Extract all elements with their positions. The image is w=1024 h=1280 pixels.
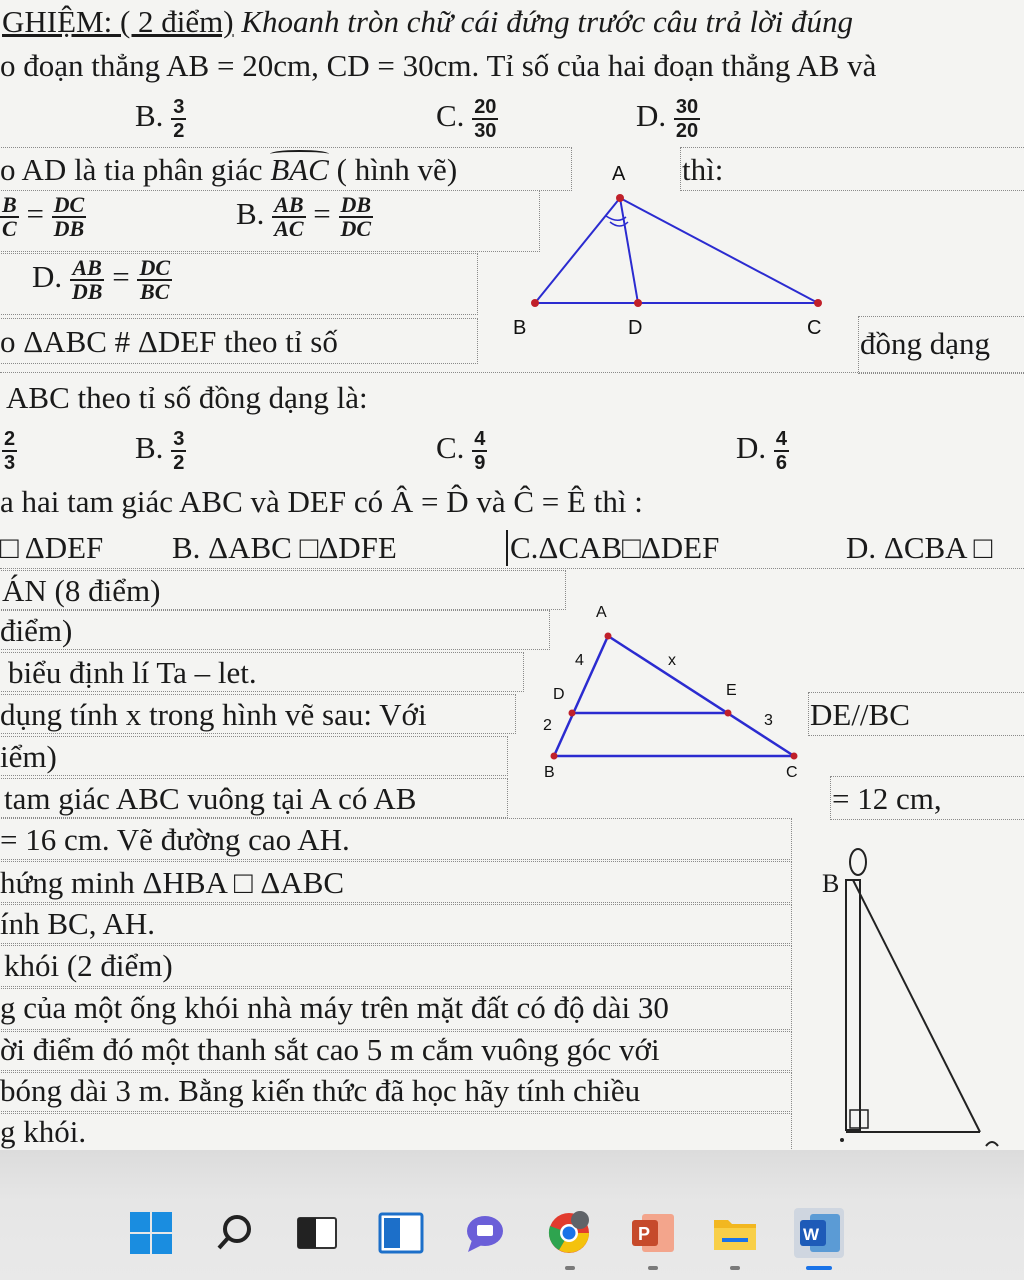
b3-l4-box <box>0 1113 792 1150</box>
q2-hint: ( hình vẽ) <box>336 152 458 187</box>
fig2-label-d: D <box>553 686 565 703</box>
word-icon[interactable] <box>794 1208 844 1258</box>
powerpoint-icon[interactable] <box>628 1208 678 1258</box>
fraction-numerator: 3 <box>173 428 185 450</box>
section1-heading <box>2 4 853 40</box>
figure-chimney <box>820 840 1020 1150</box>
q2-b-frac1 <box>272 194 305 240</box>
figure-bisector-triangle <box>500 150 850 350</box>
fraction-denominator: AC <box>274 216 304 241</box>
q3-b-fraction <box>171 428 186 474</box>
fig2-label-e: E <box>726 682 737 699</box>
fraction-numerator: 20 <box>474 96 497 118</box>
fig2-label-x: x <box>668 652 676 669</box>
fraction-denominator: 6 <box>775 452 788 474</box>
q3-a-fraction <box>2 428 17 474</box>
q1-option-c <box>436 96 498 142</box>
fraction-denominator: DB <box>53 216 85 241</box>
b3-heading: khói (2 điểm) <box>4 948 173 983</box>
fraction-denominator: 2 <box>173 452 185 474</box>
q3-option-b-label: B. <box>135 430 164 466</box>
b1-a: biểu định lí Ta – let. <box>8 655 257 690</box>
divider <box>0 372 1024 373</box>
divider <box>0 568 1024 569</box>
teams-chat-icon[interactable] <box>460 1208 510 1258</box>
fraction-denominator: DC <box>340 216 372 241</box>
q3-c-fraction <box>472 428 487 474</box>
b2-right: = 12 cm, <box>832 781 942 816</box>
fig2-label-db: 2 <box>543 717 552 734</box>
figure-parallel-triangle <box>530 600 830 770</box>
q2-b-frac2 <box>339 194 374 240</box>
q1-option-b-label: B. <box>135 98 164 134</box>
q2-angle-name: BAC <box>270 152 329 187</box>
fraction-numerator: DC <box>53 192 85 217</box>
fraction-numerator: DC <box>139 255 170 280</box>
q3-option-d <box>736 428 789 474</box>
b2-text2: = 16 cm. Vẽ đường cao AH. <box>0 822 350 857</box>
q2-option-d <box>32 257 172 303</box>
b2-box <box>0 736 508 776</box>
fraction-numerator: DB <box>340 192 372 217</box>
svg-text:W: W <box>803 1225 820 1244</box>
q4-option-b: B. ΔABC □ΔDFE <box>172 530 397 565</box>
angle-hat <box>270 150 329 158</box>
q3-option-d-label: D. <box>736 430 767 466</box>
q2-d-frac1 <box>70 257 105 303</box>
fraction-denominator: 9 <box>474 452 486 474</box>
fraction-denominator: 3 <box>4 452 16 474</box>
b1-heading: điểm) <box>0 613 73 648</box>
q4-option-d: D. ΔCBA □ <box>846 530 993 565</box>
q1-option-b-fraction <box>171 96 186 142</box>
fig3-label-b: B <box>822 869 840 898</box>
q2-option-d-label: D. <box>32 259 63 295</box>
q3-right: đồng dạng <box>860 326 991 361</box>
q4-text: a hai tam giác ABC và DEF có Â = D̂ và Ĉ = Ê thì : <box>0 484 643 519</box>
q2-a-frac1 <box>0 194 19 240</box>
q3-d-fraction <box>774 428 789 474</box>
fig2-label-b: B <box>544 764 555 781</box>
q2-stem: o AD là tia phân giác <box>0 152 263 187</box>
fraction-denominator: 2 <box>173 120 185 142</box>
fraction-denominator: 20 <box>675 120 699 142</box>
q2-option-a <box>0 194 86 240</box>
chrome-icon[interactable] <box>544 1208 594 1258</box>
b2-text: tam giác ABC vuông tại A có AB <box>4 781 417 816</box>
file-explorer-icon[interactable] <box>710 1208 760 1258</box>
b3-line4: g khói. <box>0 1114 87 1149</box>
b1-box <box>0 610 550 650</box>
q1-option-d-fraction <box>674 96 700 142</box>
q1-option-b <box>135 96 186 142</box>
q2-then: thì: <box>682 152 724 187</box>
q3-option-a <box>2 428 17 474</box>
word-active-indicator <box>806 1266 832 1270</box>
fraction-numerator: 30 <box>675 96 699 118</box>
fig1-label-d: D <box>628 317 643 339</box>
q1-option-d-label: D. <box>636 98 667 134</box>
b3-line3: bóng dài 3 m. Bằng kiến thức đã học hãy tính chiều <box>0 1073 641 1108</box>
q2-option-b-label: B. <box>236 196 265 232</box>
fraction-denominator: DB <box>71 279 103 304</box>
q2-a-frac2 <box>52 194 87 240</box>
b2-heading: iểm) <box>0 739 57 774</box>
fig2-label-a: A <box>596 604 607 621</box>
b2-a: hứng minh ΔHBA □ ΔABC <box>0 865 345 900</box>
equals-sign: = <box>26 196 44 232</box>
b2-b: ính BC, AH. <box>0 906 156 941</box>
equals-sign: = <box>313 196 331 232</box>
q2-angle <box>270 152 329 188</box>
fraction-numerator: 2 <box>4 428 16 450</box>
terminal-icon[interactable] <box>292 1208 342 1258</box>
b3-line1: g của một ống khói nhà máy trên mặt đất có độ dài 30 <box>0 990 669 1025</box>
search-icon[interactable] <box>210 1208 260 1258</box>
q1-option-c-fraction <box>472 96 498 142</box>
fig1-label-a: A <box>612 163 626 185</box>
fig2-label-ad: 4 <box>575 652 584 669</box>
q2-text <box>0 152 457 188</box>
q2-option-b <box>236 194 373 240</box>
fraction-numerator: AB <box>274 192 304 217</box>
powerpoint-running-indicator <box>648 1266 658 1270</box>
fraction-numerator: 3 <box>173 96 185 118</box>
q1-text: o đoạn thẳng AB = 20cm, CD = 30cm. Tỉ số của hai đoạn thẳng AB và <box>0 48 877 83</box>
fraction-denominator: C <box>2 216 17 241</box>
fraction-numerator: 4 <box>775 428 788 450</box>
section1-instruction: Khoanh tròn chữ cái đứng trước câu trả lời đúng <box>241 4 853 39</box>
b1-b-right: DE//BC <box>810 697 910 732</box>
windows-start-icon[interactable] <box>126 1208 176 1258</box>
chrome-running-indicator <box>565 1266 575 1270</box>
fig2-label-c: C <box>786 764 798 781</box>
svg-text:P: P <box>638 1224 651 1244</box>
fraction-denominator: 30 <box>474 120 497 142</box>
q4-option-c: C.ΔCAB□ΔDEF <box>506 530 719 566</box>
section1-title: GHIỆM: ( 2 điểm) <box>2 4 234 39</box>
q1-option-c-label: C. <box>436 98 465 134</box>
q3-text: o ΔABC # ΔDEF theo tỉ số <box>0 324 338 359</box>
q3-line2: ABC theo tỉ số đồng dạng là: <box>6 380 368 415</box>
b1-b: dụng tính x trong hình vẽ sau: Với <box>0 697 427 732</box>
fig1-label-b: B <box>513 317 527 339</box>
widgets-icon[interactable] <box>376 1208 426 1258</box>
fraction-numerator: B <box>2 192 17 217</box>
q3-option-c <box>436 428 487 474</box>
part2-title: ÁN (8 điểm) <box>2 573 161 608</box>
fraction-numerator: AB <box>70 257 105 281</box>
q3-option-c-label: C. <box>436 430 465 466</box>
q4-option-a: □ ΔDEF <box>0 530 104 565</box>
explorer-running-indicator <box>730 1266 740 1270</box>
fraction-numerator: 4 <box>474 428 486 450</box>
fraction-denominator: BC <box>140 279 170 304</box>
q2-d-frac2 <box>137 257 172 303</box>
equals-sign: = <box>112 259 130 295</box>
q3-option-b <box>135 428 186 474</box>
fig2-label-ec: 3 <box>764 712 773 729</box>
q1-option-d <box>636 96 700 142</box>
fig1-label-c: C <box>807 317 822 339</box>
b3-line2: ời điểm đó một thanh sắt cao 5 m cắm vuông góc với <box>0 1032 660 1067</box>
